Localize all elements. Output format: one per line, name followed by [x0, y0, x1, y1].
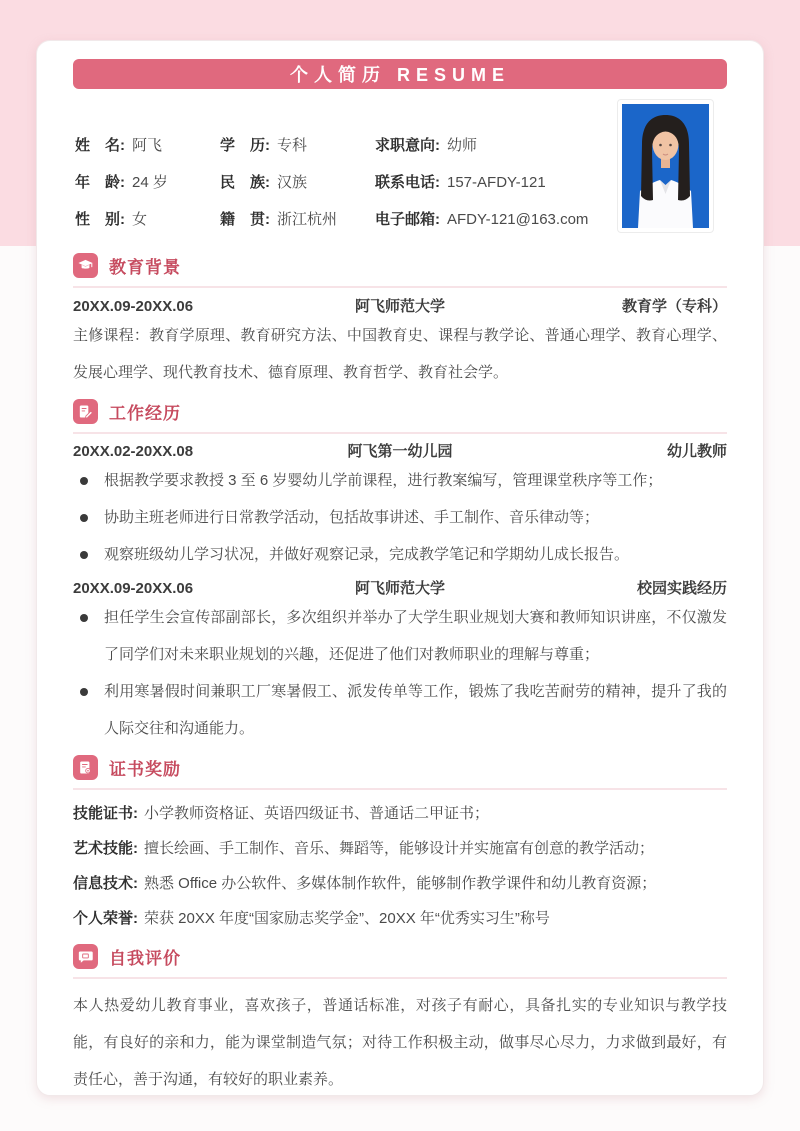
bullet-item: 利用寒暑假时间兼职工厂寒暑假工、派发传单等工作，锻炼了我吃苦耐劳的精神，提升了我的人际交往和沟通能力。	[73, 673, 727, 747]
work-entry-1-bullets	[73, 462, 727, 573]
section-divider	[73, 286, 727, 288]
section-header-work	[73, 399, 727, 424]
bullet-item: 观察班级幼儿学习状况，并做好观察记录，完成教学笔记和学期幼儿成长报告。	[73, 536, 727, 573]
section-divider	[73, 977, 727, 979]
field-phone: 联系电话: 157-AFDY-121	[375, 174, 546, 191]
work-entry-2-bullets	[73, 599, 727, 747]
certificate-list	[73, 796, 727, 936]
speech-bubble-icon	[73, 944, 98, 969]
section-header-self-evaluation	[73, 944, 727, 969]
bullet-item: 根据教学要求教授 3 至 6 岁婴幼儿学前课程，进行教案编写，管理课堂秩序等工作；	[73, 462, 727, 499]
profile-section	[73, 99, 727, 233]
bullet-item: 协助主班老师进行日常教学活动，包括故事讲述、手工制作、音乐律动等；	[73, 499, 727, 536]
entry-role: 幼儿教师	[666, 443, 727, 460]
bullet-item: 担任学生会宣传部副部长，多次组织并举办了大学生职业规划大赛和教师知识讲座，不仅激发了同学们对未来职业规划的兴趣，还促进了他们对教师职业的理解与尊重；	[73, 599, 727, 673]
resume-card	[36, 40, 764, 1096]
graduation-cap-icon	[73, 253, 98, 278]
field-hometown: 籍 贯: 浙江杭州	[220, 211, 338, 228]
field-age: 年 龄: 24 岁	[75, 174, 168, 191]
entry-period: 20XX.09-20XX.06	[73, 298, 194, 315]
certificate-item-it: 信息技术: 熟悉 Office 办公软件、多媒体制作软件，能够制作教学课件和幼儿教育资源；	[73, 875, 657, 892]
certificate-item-art: 艺术技能: 擅长绘画、手工制作、音乐、舞蹈等，能够设计并实施富有创意的教学活动；	[73, 840, 655, 857]
field-degree: 学 历: 专科	[220, 137, 308, 154]
id-photo-image	[622, 104, 709, 228]
entry-organization: 阿飞师范大学	[354, 580, 445, 597]
field-email: 电子邮箱: AFDY-121@163.com	[375, 211, 589, 228]
education-entry	[73, 297, 727, 317]
entry-role: 校园实践经历	[636, 580, 727, 597]
field-gender: 性 别: 女	[75, 211, 148, 228]
id-photo	[617, 99, 714, 233]
work-entry-1	[73, 442, 727, 462]
certificate-item-skill: 技能证书: 小学教师资格证、英语四级证书、普通话二甲证书；	[73, 805, 490, 822]
field-job-intention: 求职意向: 幼师	[375, 137, 478, 154]
entry-organization: 阿飞师范大学	[354, 298, 445, 315]
section-divider	[73, 432, 727, 434]
certificate-item-honor: 个人荣誉: 荣获 20XX 年度“国家励志奖学金”、20XX 年“优秀实习生”称号	[73, 910, 550, 927]
section-title: 证书奖励	[109, 760, 181, 779]
section-divider	[73, 788, 727, 790]
field-name: 姓 名: 阿飞	[75, 137, 163, 154]
resume-title: 个人简历 RESUME	[289, 65, 510, 85]
entry-organization: 阿飞第一幼儿园	[347, 443, 453, 460]
section-header-education	[73, 253, 727, 278]
section-title: 自我评价	[109, 949, 181, 968]
field-ethnicity: 民 族: 汉族	[220, 174, 308, 191]
edit-document-icon	[73, 399, 98, 424]
work-entry-2	[73, 579, 727, 599]
certificate-icon	[73, 755, 98, 780]
education-courses: 主修课程：教育学原理、教育研究方法、中国教育史、课程与教学论、普通心理学、教育心理学、发展心理学、现代教育技术、德育原理、教育哲学、教育社会学。	[73, 327, 727, 381]
entry-role: 教育学（专科）	[621, 298, 727, 315]
entry-period: 20XX.02-20XX.08	[73, 443, 194, 460]
section-title: 教育背景	[109, 258, 181, 277]
section-header-certificates	[73, 755, 727, 780]
entry-period: 20XX.09-20XX.06	[73, 580, 194, 597]
section-title: 工作经历	[109, 404, 181, 423]
resume-title-banner	[73, 59, 727, 89]
self-evaluation-text: 本人热爱幼儿教育事业，喜欢孩子，普通话标准，对孩子有耐心，具备扎实的专业知识与教学技能，有良好的亲和力，能为课堂制造气氛；对待工作积极主动，做事尽心尽力，力求做到最好，有责任心，善于沟通，有较好的职业素养。	[73, 997, 727, 1088]
